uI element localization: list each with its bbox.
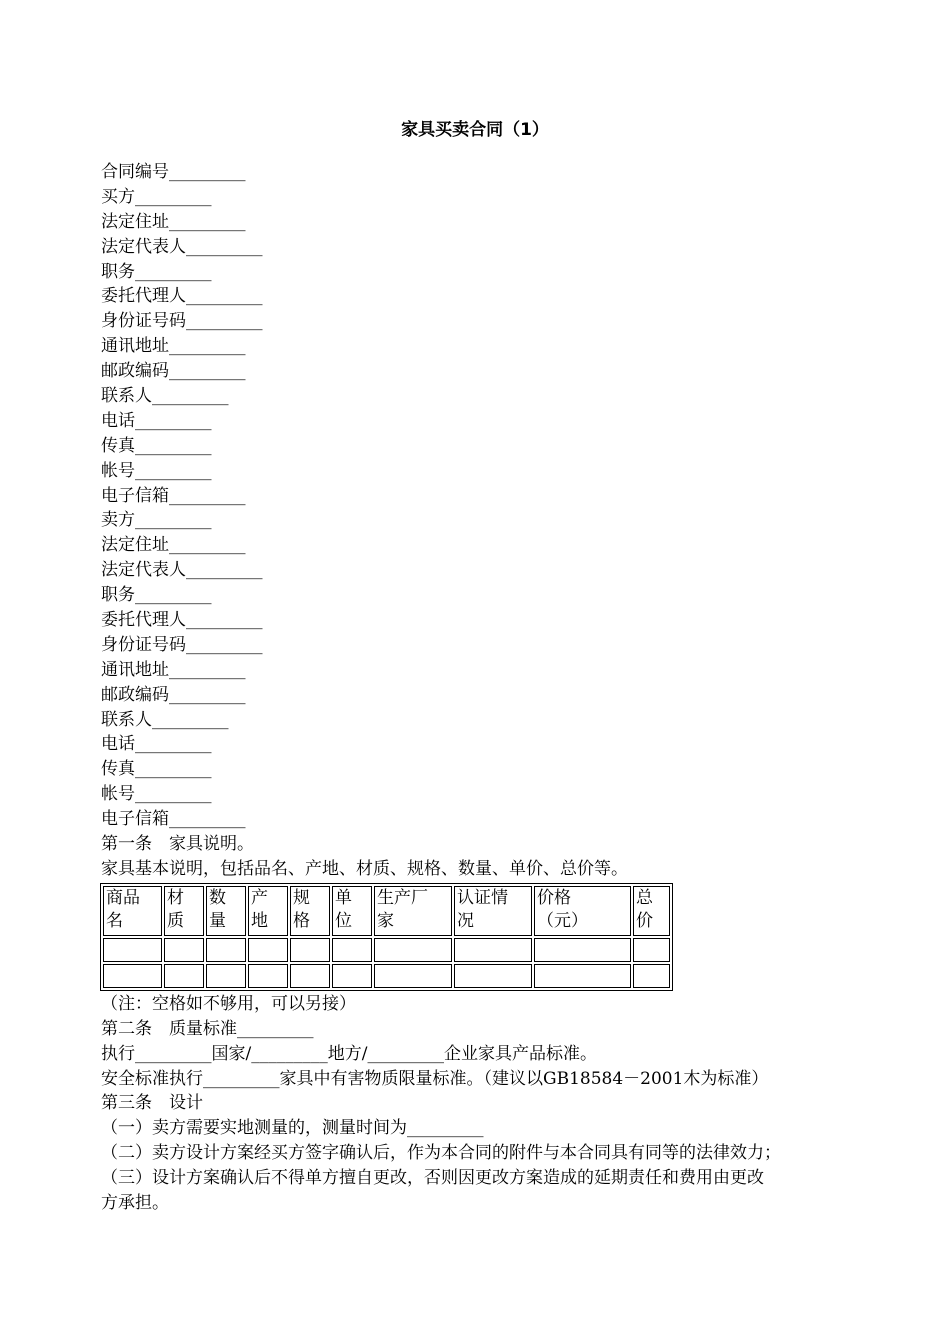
table-row [103,964,670,988]
article-1 [101,832,881,1017]
field-line: 委托代理人_________ [101,610,263,631]
table-header-cell: 产 地 [248,886,288,936]
table-cell [633,938,670,962]
table-header-cell: 单 位 [332,886,372,936]
field-line: 合同编号_________ [101,162,246,182]
table-header-cell: 认证情 况 [454,886,532,936]
table-cell [374,938,452,962]
table-header-cell: 材 质 [164,886,204,936]
table-cell [454,938,532,962]
table-header-cell: 总 价 [633,886,670,936]
table-cell [633,964,670,988]
field-line: 法定住址_________ [101,535,246,556]
table-cell [332,938,372,962]
table-cell [164,964,204,988]
table-header-cell: 生产厂 家 [374,886,452,936]
field-line: 邮政编码_________ [101,684,246,705]
field-line: 通讯地址_________ [101,336,246,357]
field-line: 职务_________ [101,261,212,282]
buyer-section [101,160,881,508]
article-text: （一）卖方需要实地测量的，测量时间为_________ [101,1118,484,1139]
table-cell [290,964,330,988]
field-line: 电子信箱_________ [101,809,246,830]
table-cell [206,964,246,988]
article-3 [101,1091,881,1215]
field-line: 电话_________ [101,410,212,431]
table-cell [103,938,162,962]
field-line: 职务_________ [101,585,212,606]
field-line: 电话_________ [101,734,212,755]
field-line: 法定代表人_________ [101,560,263,581]
table-row [103,938,670,962]
article-2 [101,1017,881,1092]
article-heading: 第二条 质量标准_________ [101,1018,314,1039]
field-line: 邮政编码_________ [101,361,246,382]
seller-section [101,508,881,832]
table-cell [164,938,204,962]
table-cell [374,964,452,988]
field-line: 身份证号码_________ [101,634,263,655]
article-heading: 第三条 设计 [101,1093,203,1114]
document-body [101,160,881,1216]
document-title: 家具买卖合同（1） [401,120,549,140]
article-text: （二）卖方设计方案经买方签字确认后，作为本合同的附件与本合同具有同等的法律效力； [101,1143,781,1164]
article-text: （三）设计方案确认后不得单方擅自更改，否则因更改方案造成的延期责任和费用由更改 [101,1168,764,1189]
field-line: 传真_________ [101,759,212,780]
field-line: 法定代表人_________ [101,236,263,257]
field-line: 卖方_________ [101,510,212,531]
field-line: 帐号_________ [101,460,212,481]
field-line: 身份证号码_________ [101,311,263,332]
field-line: 委托代理人_________ [101,286,263,307]
article-text: 家具基本说明，包括品名、产地、材质、规格、数量、单价、总价等。 [101,858,628,879]
table-header-row [103,886,670,936]
table-cell [290,938,330,962]
table-cell [206,938,246,962]
field-line: 联系人_________ [101,709,229,730]
article-text: 执行_________国家/_________地方/_________企业家具产品标准。 [101,1043,597,1064]
furniture-table [100,883,673,991]
field-line: 联系人_________ [101,386,229,407]
table-header-cell: 商品 名 [103,886,162,936]
table-cell [454,964,532,988]
article-text: 方承担。 [101,1192,169,1213]
table-cell [103,964,162,988]
field-line: 传真_________ [101,435,212,456]
field-line: 电子信箱_________ [101,485,246,506]
table-header-cell: 规 格 [290,886,330,936]
field-line: 买方_________ [101,186,212,207]
field-line: 帐号_________ [101,784,212,805]
article-text: 安全标准执行_________家具中有害物质限量标准。（建议以GB18584－2001木为标准） [101,1068,769,1089]
field-line: 通讯地址_________ [101,659,246,680]
table-header-cell: 价格 （元） [534,886,631,936]
article-heading: 第一条 家具说明。 [101,834,254,855]
table-cell [248,938,288,962]
table-header-cell: 数 量 [206,886,246,936]
table-cell [534,938,631,962]
table-cell [534,964,631,988]
table-note: （注：空格如不够用，可以另接） [101,993,356,1014]
table-cell [248,964,288,988]
table-cell [332,964,372,988]
field-line: 法定住址_________ [101,211,246,232]
